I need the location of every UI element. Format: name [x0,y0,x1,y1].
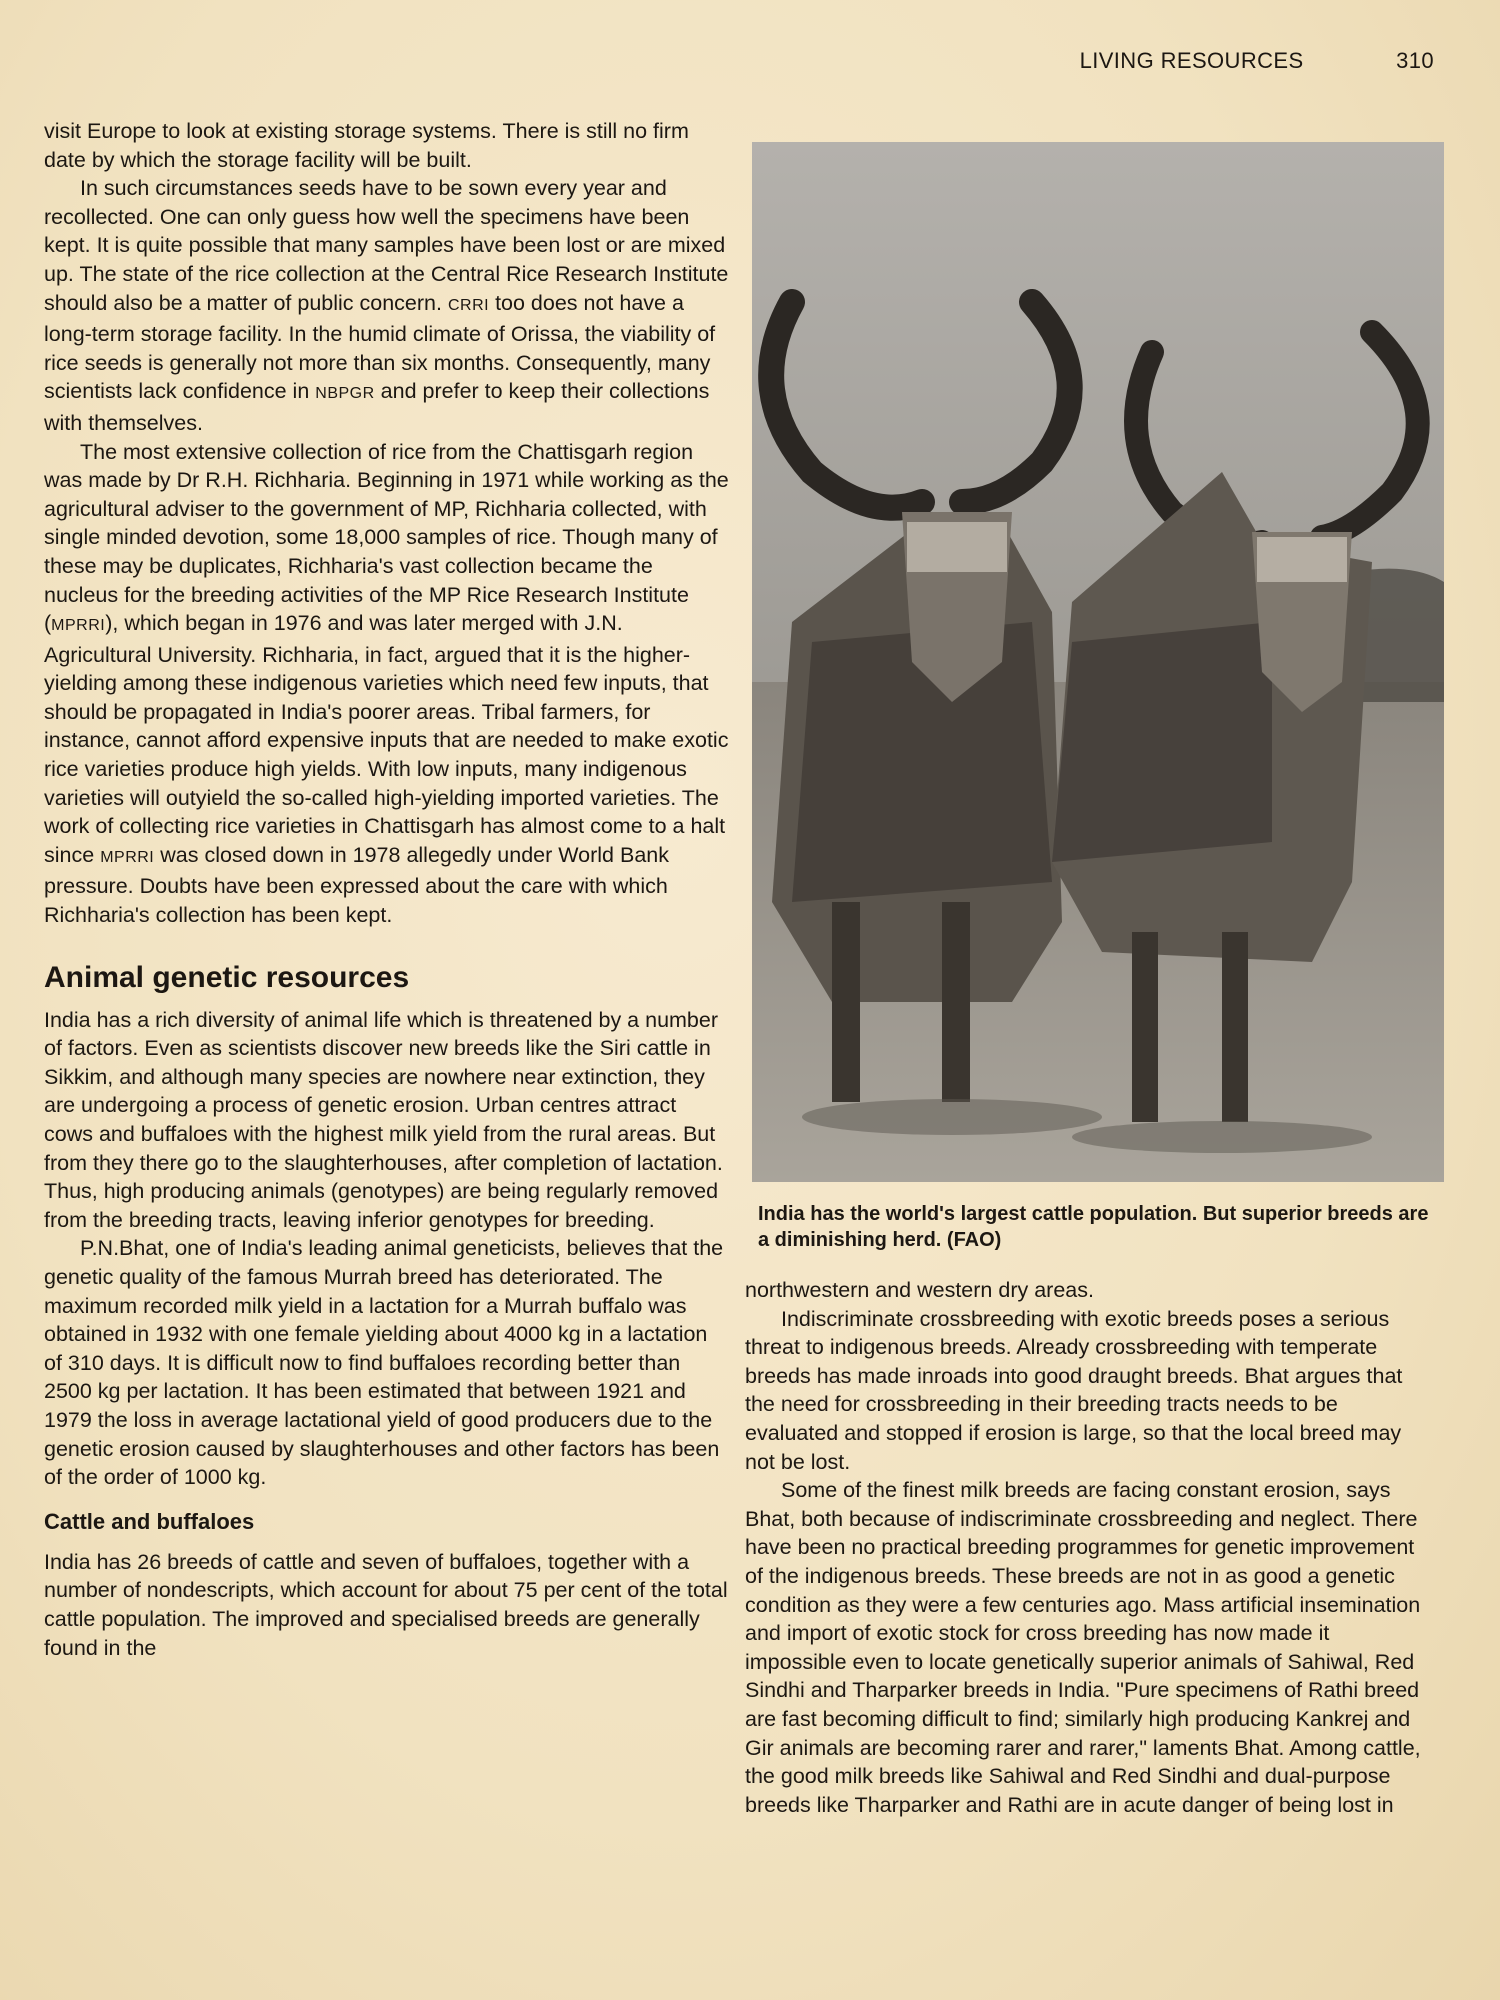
right-column [745,1276,1425,1819]
cattle-photo [752,142,1444,1182]
paragraph: visit Europe to look at existing storage systems. There is still no firm date by which the storage facility will be built. [44,119,689,172]
acronym: CRRI [447,296,490,314]
paragraph: India has a rich diversity of animal life which is threatened by a number of factors. Even as scientists discover new breeds like the Siri cattle in Sikkim, and although many species are nowhere near extinction, they are undergoing a process of genetic erosion. Urban centres attract cows and buffaloes with the highest milk yield from the rural areas. But from they there go to the slaughterhouses, after completion of lactation. Thus, high producing animals (genotypes) are being regularly removed from the breeding tracts, leaving inferior genotypes for breeding. [44,1007,723,1232]
running-header [1080,48,1434,74]
paragraph: India has 26 breeds of cattle and seven of buffaloes, together with a number of nondescripts, which account for about 75 per cent of the total cattle population. The improved and specialised breeds are generally found in the [44,1549,728,1660]
paragraph: The most extensive collection of rice from the Chattisgarh region was made by Dr R.H. Richharia. Beginning in 1971 while working as the agricultural adviser to the government of MP, Richharia collected, with single minded devotion, some 18,000 samples of rice. Though many of these may be duplicates, Richharia's vast collection became the nucleus for the breeding activities of the MP Rice Research Institute (MPRRI), which began in 1976 and was later merged with J.N. Agricultural University. Richharia, in fact, argued that it is the higher-yielding among these indigenous varieties which need few inputs, that should be propagated in India's poorer areas. Tribal farmers, for instance, cannot afford expensive inputs that are needed to make exotic rice varieties produce high yields. With low inputs, many indigenous varieties will outyield the so-called high-yielding imported varieties. The work of collecting rice varieties in Chattisgarh has almost come to a halt since MPRRI was closed down in 1978 allegedly under World Bank pressure. Doubts have been expressed about the care with which Richharia's collection has been kept. [44,439,729,928]
acronym: NBPGR [315,385,375,403]
left-column [44,117,729,1662]
section-title: LIVING RESOURCES [1079,48,1304,73]
paragraph: northwestern and western dry areas. [745,1278,1094,1302]
section-heading: Animal genetic resources [44,960,410,994]
cattle-illustration [752,142,1444,1182]
page-number: 310 [1396,48,1434,73]
subsection-heading: Cattle and buffaloes [44,1508,255,1534]
paragraph: In such circumstances seeds have to be sown every year and recollected. One can only guess how well the specimens have been kept. It is quite possible that many samples have been lost or are mixed up. The state of the rice collection at the Central Rice Research Institute should also be a matter of public concern. CRRI too does not have a long-term storage facility. In the humid climate of Orissa, the viability of rice seeds is generally not more than six months. Consequently, many scientists lack confidence in NBPGR and prefer to keep their collections with themselves. [44,176,729,435]
paragraph: Indiscriminate crossbreeding with exotic breeds poses a serious threat to indigenous breeds. Already crossbreeding with temperate breeds has made inroads into good draught breeds. Bhat argues that the need for crossbreeding in their breeding tracts needs to be evaluated and stopped if erosion is large, so that the local breed may not be lost. [745,1306,1403,1474]
acronym: MPRRI [51,617,106,635]
paragraph: P.N.Bhat, one of India's leading animal geneticists, believes that the genetic quality of the famous Murrah breed has deteriorated. The maximum recorded milk yield in a lactation for a Murrah buffalo was obtained in 1932 with one female yielding about 4000 kg in a lactation of 310 days. It is difficult now to find buffaloes recording better than 2500 kg per lactation. It has been estimated that between 1921 and 1979 the loss in average lactational yield of good producers due to the genetic erosion caused by slaughterhouses and other factors has been of the order of 1000 kg. [44,1236,724,1490]
paragraph: Some of the finest milk breeds are facing constant erosion, says Bhat, both because of indiscriminate crossbreeding and neglect. There have been no practical breeding programmes for genetic improvement of the indigenous breeds. These breeds are not in as good a genetic condition as they were a few centuries ago. Mass artificial insemination and import of exotic stock for cross breeding has now made it impossible even to locate genetically superior animals of Sahiwal, Red Sindhi and Tharparker breeds in India. "Pure specimens of Rathi breed are fast becoming difficult to find; similarly high producing Kankrej and Gir animals are becoming rarer and rarer," laments Bhat. Among cattle, the good milk breeds like Sahiwal and Red Sindhi and dual-purpose breeds like Tharparker and Rathi are in acute danger of being lost in [745,1478,1421,1817]
figure-caption: India has the world's largest cattle population. But superior breeds are a diminishing herd. (FAO) [758,1203,1429,1251]
acronym: MPRRI [100,848,155,866]
